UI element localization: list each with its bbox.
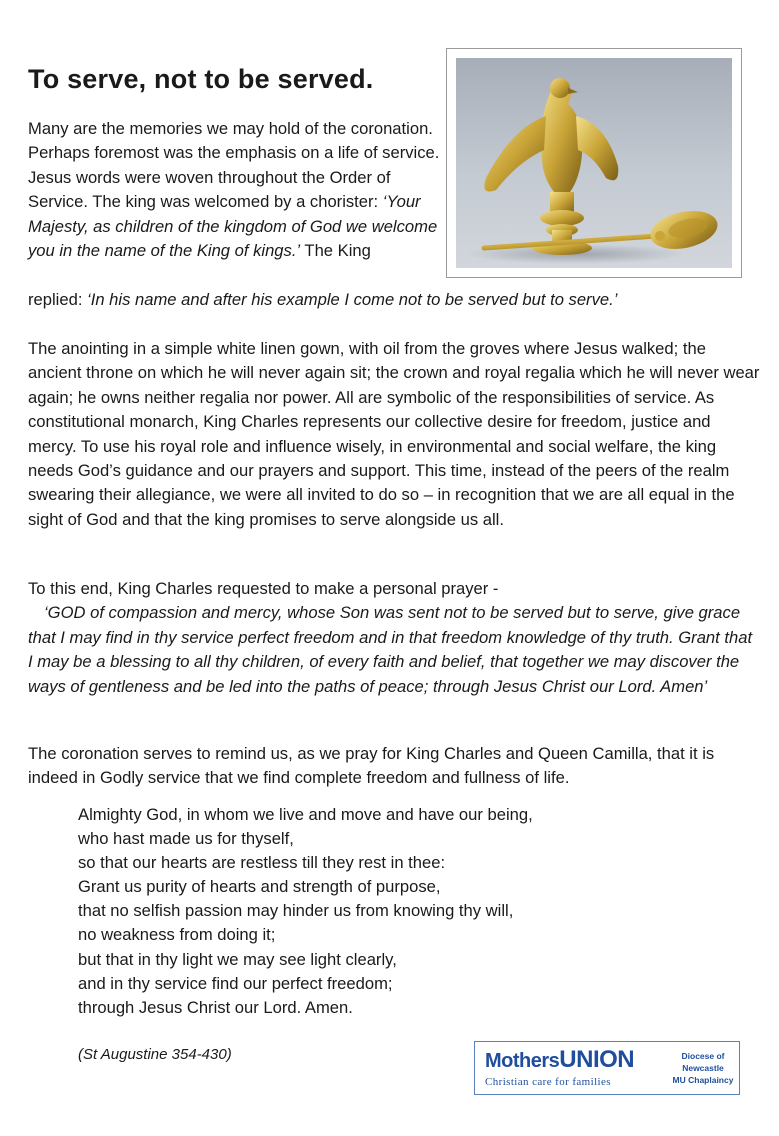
logo-diocese-line2: Newcastle [682, 1063, 724, 1073]
anointing-paragraph: The anointing in a simple white linen gown, with oil from the groves where Jesus walked; the ancient throne on which he will never again sit; the crown and royal regalia which he will never wear again; he owns neither regalia nor power. All are symbolic of the responsibilities of service. As constitutional monarch, King Charles represents our collective desire for freedom, justice and mercy. To use his royal role and influence wisely, in environmental and social welfare, the king needs God’s guidance and our prayers and support. This time, instead of the peers of the realm swearing their allegiance, we were all invited to do so – in recognition that we are all equal in the sight of God and that the king promises to serve alongside us all. [28, 339, 760, 529]
prayer-line: Almighty God, in whom we live and move and have our being, [78, 805, 533, 824]
intro-paragraph [28, 117, 440, 263]
prayer-line: through Jesus Christ our Lord. Amen. [78, 997, 353, 1017]
logo-diocese-line3: MU Chaplaincy [672, 1075, 734, 1085]
reply-lead: replied: [28, 290, 88, 309]
prayer-line: Grant us purity of hearts and strength of purpose, [78, 877, 441, 897]
prayer-lead: To this end, King Charles requested to make a personal prayer - [28, 579, 499, 598]
coronation-reminder-paragraph: The coronation serves to remind us, as we pray for King Charles and Queen Camilla, that it is indeed in Godly service that we find complete freedom and fullness of life. [28, 744, 715, 788]
prayer-line: and in thy service find our perfect freedom; [78, 973, 393, 993]
prayer-line: no weakness from doing it; [78, 925, 276, 945]
intro-text-1: Many are the memories we may hold of the coronation. Perhaps foremost was the emphasis on a life of service. Jesus words were woven throughout the Order of Service. The king was welcomed by a chorister: [28, 119, 440, 212]
augustine-prayer [78, 803, 718, 1020]
intro-text-2: The King [300, 241, 371, 261]
page-title: To serve, not to be served. [28, 64, 374, 94]
logo-diocese-line1: Diocese of [681, 1051, 725, 1061]
prayer-line: that no selfish passion may hinder us from knowing thy will, [78, 901, 514, 921]
prayer-line: so that our hearts are restless till they rest in thee: [78, 853, 446, 873]
reply-quote: ‘In his name and after his example I come not to be served but to serve.’ [87, 290, 618, 309]
king-prayer: ‘GOD of compassion and mercy, whose Son was sent not to be served but to serve, give grace that I may find in thy service perfect freedom and in that freedom knowledge of thy truth. Grant that I may be a blessing to all thy children, of every faith and belief, that together we may discover the ways of gentleness and be led into the paths of peace; through Jesus Christ our Lord. Amen’ [28, 603, 753, 696]
ampulla-illustration [456, 58, 732, 268]
personal-prayer-section [28, 577, 760, 699]
king-reply [28, 288, 768, 312]
prayer-line: who hast made us for thyself, [78, 829, 294, 849]
mothers-union-logo [474, 1041, 740, 1095]
logo-union: UNION [559, 1046, 635, 1073]
photo-frame [446, 48, 742, 278]
logo-diocese [669, 1050, 737, 1086]
attribution: (St Augustine 354-430) [78, 1046, 232, 1063]
logo-tagline: Christian care for families [485, 1076, 611, 1088]
prayer-line: but that in thy light we may see light clearly, [78, 949, 397, 969]
chorister-quote: ‘Your Majesty, as children of the kingdom of God we welcome you in the name of the King of kings.’ [28, 192, 438, 261]
logo-wordmark [485, 1046, 634, 1074]
logo-mothers: Mothers [485, 1050, 560, 1072]
golden-eagle-ampulla-photo [456, 58, 732, 268]
